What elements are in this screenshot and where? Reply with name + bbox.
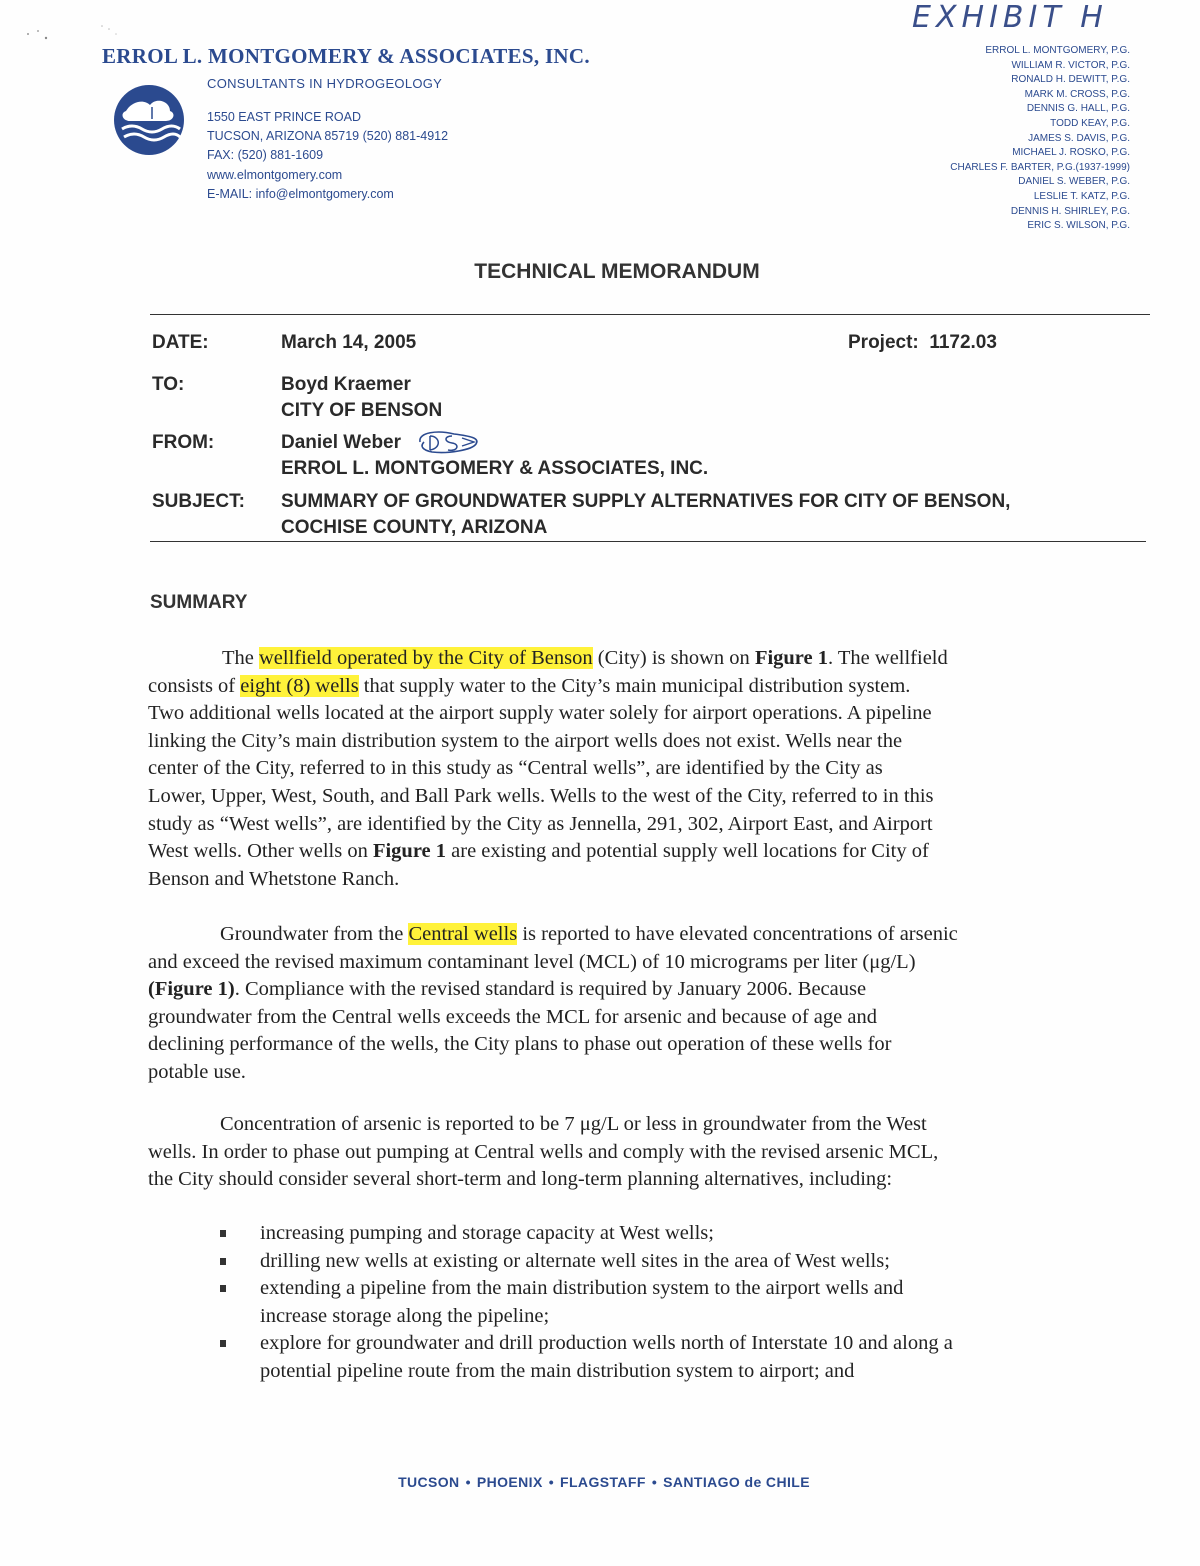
from-label: FROM: [152,432,215,453]
partner-name: WILLIAM R. VICTOR, P.G. [1011,59,1130,71]
bullet-icon [220,1340,226,1347]
address-line: www.elmontgomery.com [207,167,343,182]
separator-dot: • [651,1474,658,1490]
list-item: drilling new wells at existing or alternate well sites in the area of West wells; [210,1248,1110,1276]
company-name: ERROL L. MONTGOMERY & ASSOCIATES, INC. [102,44,590,68]
to-label: TO: [152,374,185,395]
figure-reference: Figure 1 [372,840,447,863]
partner-name: DANIEL S. WEBER, P.G. [1018,176,1130,188]
paragraph-line: consists of eight (8) wells that supply water to the City’s main municipal distribution system. [148,674,911,697]
partner-name: DENNIS H. SHIRLEY, P.G. [1010,205,1130,217]
partner-name: RONALD H. DEWITT, P.G. [1011,74,1130,86]
paragraph-line: potable use. [148,1060,246,1083]
to-organization: CITY OF BENSON [281,400,443,421]
company-address [207,108,448,204]
office-name: SANTIAGO de CHILE [663,1474,810,1490]
date-value: March 14, 2005 [281,332,417,353]
list-item: explore for groundwater and drill production wells north of Interstate 10 and along a potential pipeline route from the main distribution system to airport; and [210,1330,1110,1385]
paragraph-line: declining performance of the wells, the City plans to phase out operation of these wells for [148,1033,892,1056]
bullet-icon [220,1230,226,1237]
initials-signature-icon [414,426,484,458]
summary-heading: SUMMARY [150,592,248,613]
bullet-icon [220,1285,226,1292]
address-line: 1550 EAST PRINCE ROAD [207,110,361,124]
paragraph-line: Two additional wells located at the airport supply water solely for airport operations. A pipeline [148,702,932,725]
company-logo-icon [112,83,186,157]
project-number: 1172.03 [929,332,997,353]
address-line: TUCSON, ARIZONA 85719 (520) 881-4912 [207,129,449,144]
office-name: PHOENIX [476,1474,543,1490]
paragraph-line: the City should consider several short-term and long-term planning alternatives, including: [148,1168,893,1191]
paragraph-line: Groundwater from the Central wells is reported to have elevated concentrations of arsenic [220,923,958,945]
separator-dot: • [465,1474,471,1490]
paragraph-line: study as “West wells”, are identified by the City as Jennella, 291, 302, Airport East, and Airport [148,812,933,835]
partner-name: DENNIS G. HALL, P.G. [1026,103,1130,115]
office-locations-footer [0,1474,1200,1490]
partner-name: MARK M. CROSS, P.G. [1024,88,1130,100]
address-line: E-MAIL: info@elmontgomery.com [207,186,394,201]
highlighted-text: wellfield operated by the City of Benson [259,647,593,669]
partner-list [950,44,1130,234]
from-organization: ERROL L. MONTGOMERY & ASSOCIATES, INC. [281,458,709,479]
partner-name: JAMES S. DAVIS, P.G. [1028,132,1130,144]
paragraph-line: center of the City, referred to in this study as “Central wells”, are identified by the City as [148,757,883,780]
partner-name: TODD KEAY, P.G. [1050,117,1130,129]
project-field [848,332,997,354]
paragraph-line: wells. In order to phase out pumping at Central wells and comply with the revised arsenic MCL, [148,1140,939,1163]
figure-reference: (Figure 1) [148,978,235,1001]
summary-paragraph-3 [148,1111,1078,1194]
separator-dot: • [548,1474,555,1490]
paragraph-line: Lower, Upper, West, South, and Ball Park wells. Wells to the west of the City, referred to in this [148,784,934,807]
partner-name: CHARLES F. BARTER, P.G.(1937-1999) [950,161,1130,173]
office-name: FLAGSTAFF [560,1474,646,1490]
paragraph-line: linking the City’s main distribution system to the airport wells does not exist. Wells near the [148,729,903,752]
header-top-divider [150,314,1150,315]
from-name: Daniel Weber [281,432,402,453]
alternatives-list [210,1220,1110,1386]
partner-name: ERROL L. MONTGOMERY, P.G. [985,45,1130,56]
paragraph-line: Benson and Whetstone Ranch. [148,867,400,890]
partner-name: ERIC S. WILSON, P.G. [1027,220,1130,232]
partner-name: MICHAEL J. ROSKO, P.G. [1012,147,1130,159]
highlighted-text: Central wells [408,923,518,945]
exhibit-handwritten-mark: EXHIBIT H [912,0,1108,35]
company-tagline: CONSULTANTS IN HYDROGEOLOGY [207,76,443,91]
highlighted-text: eight (8) wells [240,674,359,697]
summary-paragraph-1 [148,645,1078,893]
list-item: extending a pipeline from the main distribution system to the airport wells and increase storage along the pipeline; [210,1275,1110,1330]
bullet-icon [220,1258,226,1265]
address-line: FAX: (520) 881-1609 [207,148,324,163]
paragraph-line: The wellfield operated by the City of Benson (City) is shown on Figure 1. The wellfield [222,647,948,669]
project-label: Project: [848,332,919,353]
to-name: Boyd Kraemer [281,374,411,395]
paragraph-line: groundwater from the Central wells exceeds the MCL for arsenic and because of age and [148,1005,877,1028]
paragraph-line: West wells. Other wells on Figure 1 are existing and potential supply well locations for City of [148,840,929,863]
subject-label: SUBJECT: [152,491,245,512]
paragraph-line: and exceed the revised maximum contaminant level (MCL) of 10 micrograms per liter (μg/L) [148,950,916,973]
paragraph-line: Concentration of arsenic is reported to be 7 μg/L or less in groundwater from the West [220,1113,927,1135]
list-item: increasing pumping and storage capacity at West wells; [210,1220,1110,1248]
paragraph-line: (Figure 1). Compliance with the revised standard is required by January 2006. Because [148,978,867,1001]
date-label: DATE: [152,332,209,353]
subject-line: SUMMARY OF GROUNDWATER SUPPLY ALTERNATIVES FOR CITY OF BENSON, [281,491,1011,512]
figure-reference: Figure 1 [754,647,829,669]
office-name: TUCSON [398,1474,460,1490]
subject-line: COCHISE COUNTY, ARIZONA [281,517,548,538]
memo-title: TECHNICAL MEMORANDUM [474,260,760,283]
header-bottom-divider [150,541,1146,542]
summary-paragraph-2 [148,921,1078,1087]
partner-name: LESLIE T. KATZ, P.G. [1033,190,1130,202]
